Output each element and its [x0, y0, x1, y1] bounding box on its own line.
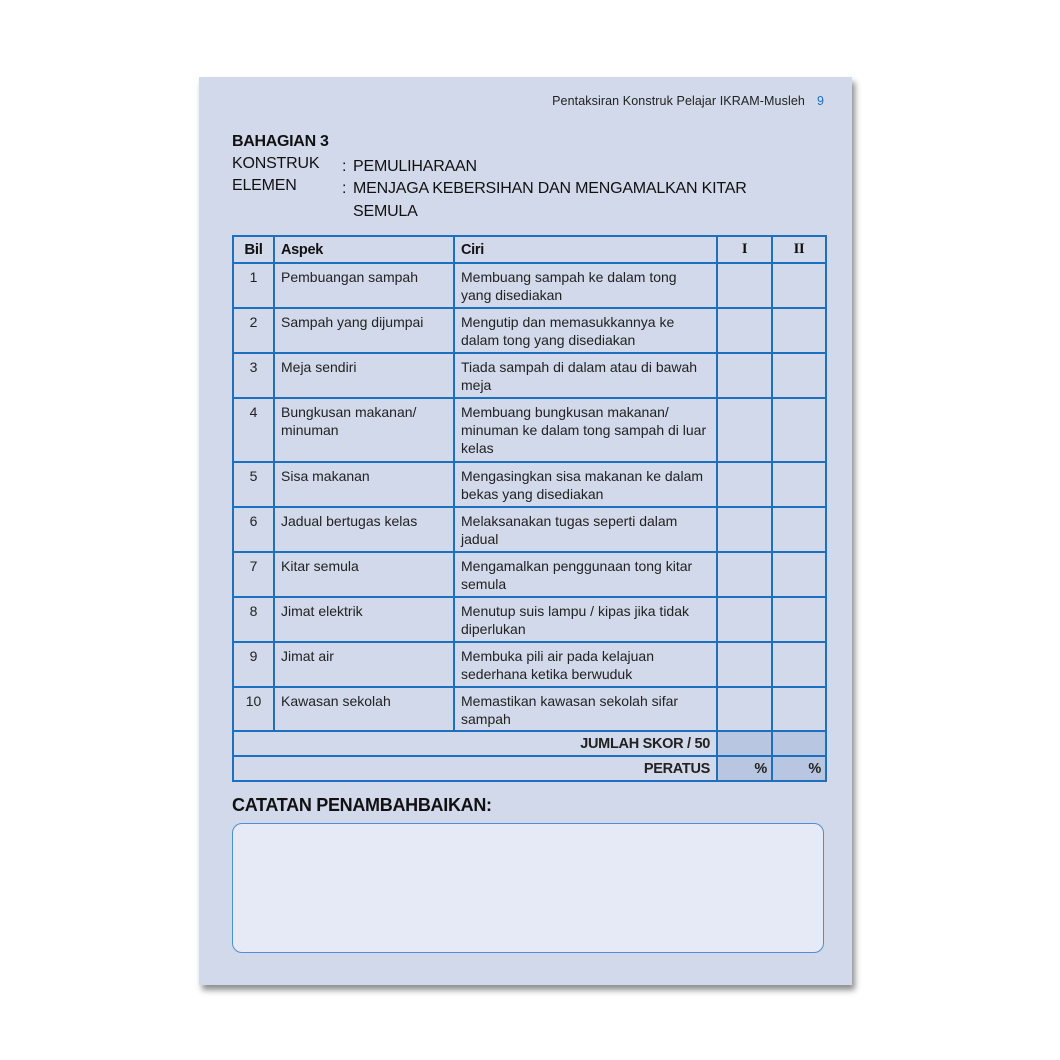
score-cell-i[interactable] — [717, 597, 772, 642]
score-cell-i[interactable] — [717, 462, 772, 507]
row-number: 9 — [233, 642, 274, 687]
table-header-row — [233, 236, 826, 263]
row-aspek: Sisa makanan — [274, 462, 454, 507]
table-row — [233, 398, 826, 462]
total-score-row — [233, 731, 826, 756]
row-number: 1 — [233, 263, 274, 308]
score-cell-i[interactable] — [717, 263, 772, 308]
percentage-label: PERATUS — [233, 756, 717, 781]
score-cell-ii[interactable] — [772, 398, 826, 462]
score-cell-i[interactable] — [717, 687, 772, 731]
score-cell-ii[interactable] — [772, 687, 826, 731]
worksheet-page — [199, 77, 852, 985]
row-number: 5 — [233, 462, 274, 507]
row-ciri: Membuang bungkusan makanan/ minuman ke dalam tong sampah di luar kelas — [454, 398, 717, 462]
row-aspek: Jadual bertugas kelas — [274, 507, 454, 552]
elemen-row — [232, 177, 747, 220]
score-cell-ii[interactable] — [772, 263, 826, 308]
total-score-cell-ii[interactable] — [772, 731, 826, 756]
table-row — [233, 507, 826, 552]
row-aspek: Sampah yang dijumpai — [274, 308, 454, 353]
percentage-row — [233, 756, 826, 781]
row-number: 3 — [233, 353, 274, 398]
table-row — [233, 687, 826, 731]
konstruk-value: PEMULIHARAAN — [353, 158, 477, 175]
notes-textbox[interactable] — [232, 823, 824, 953]
table-row — [233, 263, 826, 308]
header-assessor-ii: II — [772, 236, 826, 263]
row-ciri: Membuang sampah ke dalam tong yang disediakan — [454, 263, 717, 308]
row-ciri: Mengutip dan memasukkannya ke dalam tong yang disediakan — [454, 308, 717, 353]
row-aspek: Bungkusan makanan/ minuman — [274, 398, 454, 462]
row-aspek: Meja sendiri — [274, 353, 454, 398]
row-ciri: Menutup suis lampu / kipas jika tidak diperlukan — [454, 597, 717, 642]
score-cell-i[interactable] — [717, 308, 772, 353]
row-ciri: Mengasingkan sisa makanan ke dalam bekas yang disediakan — [454, 462, 717, 507]
score-cell-ii[interactable] — [772, 507, 826, 552]
konstruk-row — [232, 155, 477, 175]
elemen-value: MENJAGA KEBERSIHAN DAN MENGAMALKAN KITAR SEMULA — [353, 180, 747, 220]
running-header — [552, 94, 824, 108]
header-assessor-i: I — [717, 236, 772, 263]
konstruk-label: KONSTRUK — [232, 155, 320, 172]
running-title: Pentaksiran Konstruk Pelajar IKRAM-Musleh — [552, 94, 805, 108]
header-aspek: Aspek — [274, 236, 454, 263]
row-ciri: Mengamalkan penggunaan tong kitar semula — [454, 552, 717, 597]
table-row — [233, 642, 826, 687]
row-ciri: Melaksanakan tugas seperti dalam jadual — [454, 507, 717, 552]
score-cell-i[interactable] — [717, 353, 772, 398]
percentage-cell-ii[interactable]: % — [772, 756, 826, 781]
row-aspek: Jimat elektrik — [274, 597, 454, 642]
score-cell-ii[interactable] — [772, 308, 826, 353]
score-cell-ii[interactable] — [772, 552, 826, 597]
table-row — [233, 353, 826, 398]
score-cell-i[interactable] — [717, 398, 772, 462]
page-number: 9 — [816, 94, 824, 108]
colon: : — [342, 180, 347, 197]
score-cell-i[interactable] — [717, 507, 772, 552]
score-cell-ii[interactable] — [772, 642, 826, 687]
row-aspek: Pembuangan sampah — [274, 263, 454, 308]
row-ciri: Membuka pili air pada kelajuan sederhana ketika berwuduk — [454, 642, 717, 687]
assessment-table — [232, 235, 827, 782]
score-cell-i[interactable] — [717, 552, 772, 597]
score-cell-ii[interactable] — [772, 462, 826, 507]
row-number: 2 — [233, 308, 274, 353]
row-number: 8 — [233, 597, 274, 642]
row-aspek: Kitar semula — [274, 552, 454, 597]
row-ciri: Memastikan kawasan sekolah sifar sampah — [454, 687, 717, 731]
header-bil: Bil — [233, 236, 274, 263]
row-number: 4 — [233, 398, 274, 462]
header-ciri: Ciri — [454, 236, 717, 263]
total-score-label: JUMLAH SKOR / 50 — [233, 731, 717, 756]
notes-title: CATATAN PENAMBAHBAIKAN: — [232, 795, 492, 815]
colon: : — [342, 158, 347, 175]
table-row — [233, 552, 826, 597]
total-score-cell-i[interactable] — [717, 731, 772, 756]
table-row — [233, 597, 826, 642]
score-cell-ii[interactable] — [772, 597, 826, 642]
section-title: BAHAGIAN 3 — [232, 133, 329, 150]
row-number: 6 — [233, 507, 274, 552]
row-number: 10 — [233, 687, 274, 731]
score-cell-i[interactable] — [717, 642, 772, 687]
score-cell-ii[interactable] — [772, 353, 826, 398]
row-ciri: Tiada sampah di dalam atau di bawah meja — [454, 353, 717, 398]
table-row — [233, 462, 826, 507]
row-aspek: Jimat air — [274, 642, 454, 687]
row-number: 7 — [233, 552, 274, 597]
elemen-label: ELEMEN — [232, 177, 297, 194]
row-aspek: Kawasan sekolah — [274, 687, 454, 731]
percentage-cell-i[interactable]: % — [717, 756, 772, 781]
table-row — [233, 308, 826, 353]
